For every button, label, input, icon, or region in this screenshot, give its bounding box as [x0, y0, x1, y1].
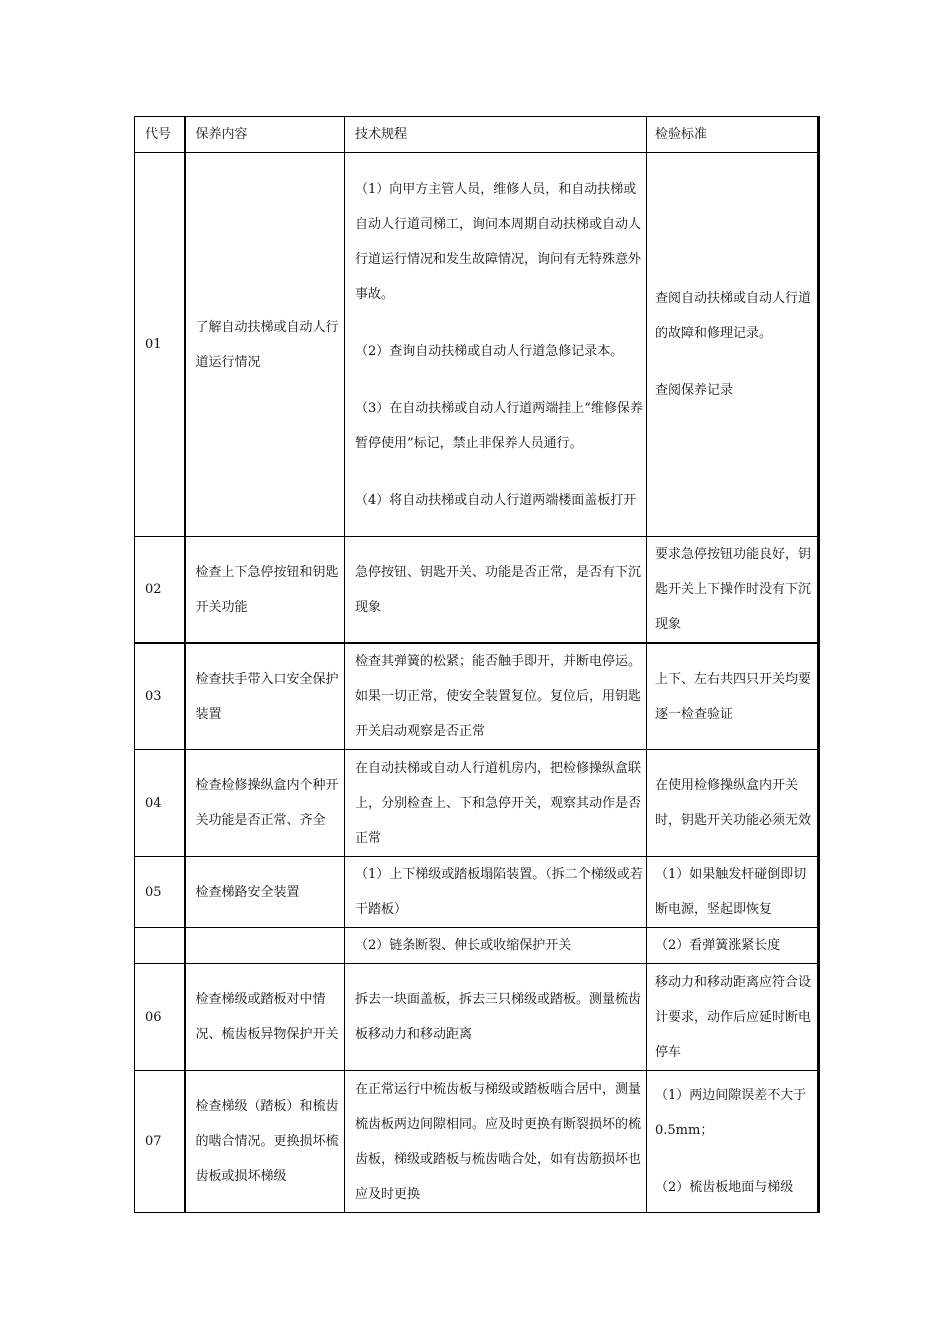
row-standard	[647, 1071, 819, 1213]
standard-item: （2）梳齿板地面与梯级	[655, 1180, 794, 1195]
header-standard: 检验标准	[647, 117, 819, 153]
header-content: 保养内容	[185, 117, 345, 153]
row-content: 了解自动扶梯或自动人行道运行情况	[185, 153, 345, 537]
row-code: 01	[135, 153, 185, 537]
row-code: 04	[135, 750, 185, 857]
maintenance-table	[134, 116, 820, 1213]
row-standard	[647, 153, 819, 537]
table-row	[135, 857, 819, 928]
row-standard: 在使用检修操纵盒内开关时，钥匙开关功能必须无效	[647, 750, 819, 857]
row-content: 检查梯路安全装置	[185, 857, 345, 928]
header-row	[135, 117, 819, 153]
row-procedure	[345, 153, 647, 537]
standard-item: 查阅保养记录	[655, 383, 734, 398]
table-row	[135, 928, 819, 964]
row-code: 06	[135, 964, 185, 1071]
row-code: 03	[135, 643, 185, 750]
row-standard: （1）如果触发杆碰倒即切断电源，竖起即恢复	[647, 857, 819, 928]
table-row	[135, 750, 819, 857]
row-procedure: 急停按钮、钥匙开关、功能是否正常，是否有下沉现象	[345, 537, 647, 644]
row-code: 07	[135, 1071, 185, 1213]
row-procedure: 在自动扶梯或自动人行道机房内，把检修操纵盒联上，分别检查上、下和急停开关，观察其动作是否正常	[345, 750, 647, 857]
row-content: 检查扶手带入口安全保护装置	[185, 643, 345, 750]
procedure-item: （2）查询自动扶梯或自动人行道急修记录本。	[355, 343, 624, 359]
procedure-item: （1）向甲方主管人员，维修人员，和自动扶梯或自动人行道司梯工，询问本周期自动扶梯或自动人行道运行情况和发生故障情况，询问有无特殊意外事故。	[355, 181, 642, 302]
row-standard: （2）看弹簧涨紧长度	[647, 928, 819, 964]
standard-item: 查阅自动扶梯或自动人行道的故障和修理记录。	[655, 291, 812, 341]
row-code	[135, 928, 185, 964]
row-procedure: 在正常运行中梳齿板与梯级或踏板啮合居中，测量梳齿板两边间隙相同。应及时更换有断裂损坏的梳齿板，梯级或踏板与梳齿啮合处，如有齿筋损坏也应及时更换	[345, 1071, 647, 1213]
header-code: 代号	[135, 117, 185, 153]
row-content: 检查检修操纵盒内个种开关功能是否正常、齐全	[185, 750, 345, 857]
table-row	[135, 1071, 819, 1213]
table-row	[135, 643, 819, 750]
row-standard: 上下、左右共四只开关均要逐一检查验证	[647, 643, 819, 750]
procedure-item: （3）在自动扶梯或自动人行道两端挂上“维修保养暂停使用”标记，禁止非保养人员通行。	[355, 400, 643, 451]
table-row	[135, 537, 819, 644]
table-row	[135, 964, 819, 1071]
row-standard: 移动力和移动距离应符合设计要求，动作后应延时断电停车	[647, 964, 819, 1071]
standard-item: （1）两边间隙误差不大于 0.5mm；	[655, 1088, 807, 1138]
row-procedure: （2）链条断裂、伸长或收缩保护开关	[345, 928, 647, 964]
header-procedure: 技术规程	[345, 117, 647, 153]
procedure-item: （4）将自动扶梯或自动人行道两端楼面盖板打开	[355, 492, 637, 508]
row-content	[185, 928, 345, 964]
row-code: 02	[135, 537, 185, 644]
row-standard: 要求急停按钮功能良好，钥匙开关上下操作时没有下沉现象	[647, 537, 819, 644]
row-content: 检查上下急停按钮和钥匙开关功能	[185, 537, 345, 644]
table-row	[135, 153, 819, 537]
row-code: 05	[135, 857, 185, 928]
row-content: 检查梯级（踏板）和梳齿的啮合情况。更换损坏梳齿板或损坏梯级	[185, 1071, 345, 1213]
row-procedure: （1）上下梯级或踏板塌陷装置。（拆二个梯级或若干踏板）	[345, 857, 647, 928]
row-procedure: 拆去一块面盖板，拆去三只梯级或踏板。测量梳齿板移动力和移动距离	[345, 964, 647, 1071]
row-procedure: 检查其弹簧的松紧；能否触手即开，并断电停运。如果一切正常，使安全装置复位。复位后，用钥匙开关启动观察是否正常	[345, 643, 647, 750]
row-content: 检查梯级或踏板对中情况、梳齿板异物保护开关	[185, 964, 345, 1071]
